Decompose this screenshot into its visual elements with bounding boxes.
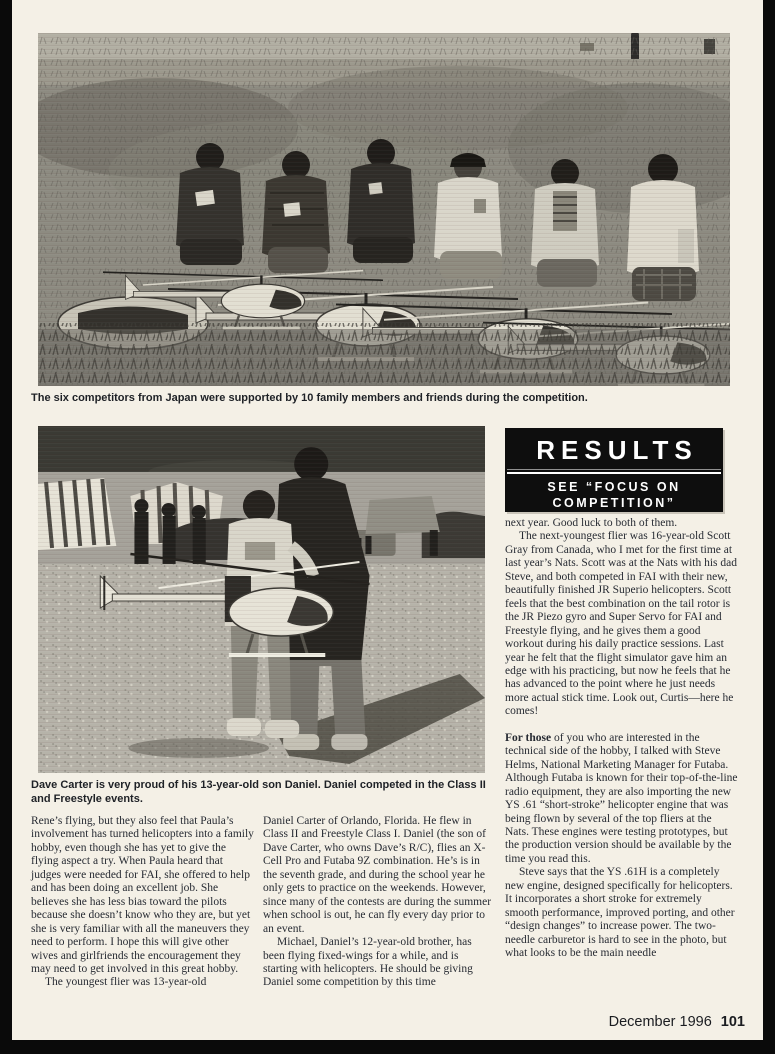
- paragraph: The next-youngest flier was 16-year-old Scott Gray from Canada, who I met for the first time at last year’s Nats. Scott was at the Nats with his dad Steve, and both competed in FAI with their new, beautifully finished JR Superio helicopters. Scott feels that the best combination on the tail rotor is the JR Piezo gyro and Super Servo for FAI and Freestyle flying, and he gives them a good workout during his daily practice sessions. Last year he felt that the flight simulator gave him an edge with his practicing, but now he feels that he has advanced to the point where he just needs more actual stick time. Look out, Curtis—here he comes!: [505, 530, 737, 718]
- japan-team-photo: [38, 33, 730, 386]
- page-number: 101: [720, 1014, 745, 1030]
- page-footer: [609, 1014, 745, 1030]
- results-subtitle-line2: COMPETITION”: [552, 496, 676, 510]
- scan-border-left: [0, 0, 12, 1054]
- paragraph: [505, 732, 738, 867]
- paragraph: Steve says that the YS .61H is a completely new engine, designed specifically for helicopters. It incorporates a short stroke for extremely smooth performance, improved porting, and other “design changes” to increase power. The two-needle carburetor is hard to see in the photo, but what looks to be the main needle: [505, 866, 735, 960]
- results-subtitle: [505, 474, 723, 511]
- body-column-right: [505, 517, 738, 961]
- body-column-middle: [263, 815, 492, 990]
- carter-family-photo: [38, 426, 485, 773]
- scan-border-bottom: [0, 1040, 775, 1054]
- paragraph-rest: of you who are interested in the technical side of the hobby, I talked with Steve Helms, National Marketing Manager for Futaba. Although Futaba is known for their top-of-the-line radio equipment, they are also importing the new YS .61 “short-stroke” helicopter engine that was being flown by several of the top fliers at the Nats. These engines were testing prototypes, but the production version should be available by the time you read this.: [505, 731, 738, 865]
- scan-border-right: [763, 0, 775, 1054]
- results-banner: [505, 428, 723, 512]
- paragraph: Rene’s flying, but they also feel that Paula’s involvement has turned helicopters into a family hobby, even though she has yet to give the flying aspect a try. When Paula heard that judges were needed for FAI, she offered to help and has been doing an excellent job. She believes she has less bias toward the pilots because she doesn’t know who they are, but yet she is very familiar with all the maneuvers they need to perform. I hope this will give other wives and girlfriends the encouragement they may need to get involved in this great hobby.: [31, 815, 254, 975]
- paragraph-lead: For those: [505, 731, 552, 744]
- issue-date: December 1996: [608, 1014, 712, 1030]
- results-subtitle-line1: SEE “FOCUS ON: [547, 480, 681, 494]
- paragraph: The youngest flier was 13-year-old: [45, 976, 207, 989]
- paragraph: next year. Good luck to both of them.: [505, 517, 678, 529]
- results-title: RESULTS: [536, 435, 698, 465]
- paragraph: Michael, Daniel’s 12-year-old brother, has been flying fixed-wings for a while, and is starting with helicopters. He should be giving Daniel some competition by this time: [263, 936, 473, 989]
- paragraph: Daniel Carter of Orlando, Florida. He flew in Class II and Freestyle Class I. Daniel (the son of Dave Carter, who owns Dave’s R/C), flies an X-Cell Pro and Futaba 9Z combination. He’s is in the seventh grade, and during the school year he only gets to practice on the weekends. However, since many of the contests are during the summer when school is out, he can fly every day prior to an event.: [263, 815, 492, 935]
- carter-family-photo-illustration: [38, 426, 485, 773]
- top-photo-caption: The six competitors from Japan were supported by 10 family members and friends during the competition.: [31, 392, 588, 404]
- japan-team-photo-illustration: [38, 33, 730, 386]
- body-column-left: [31, 815, 255, 990]
- left-photo-caption: Dave Carter is very proud of his 13-year-old son Daniel. Daniel competed in the Class II and Freestyle events.: [31, 779, 486, 805]
